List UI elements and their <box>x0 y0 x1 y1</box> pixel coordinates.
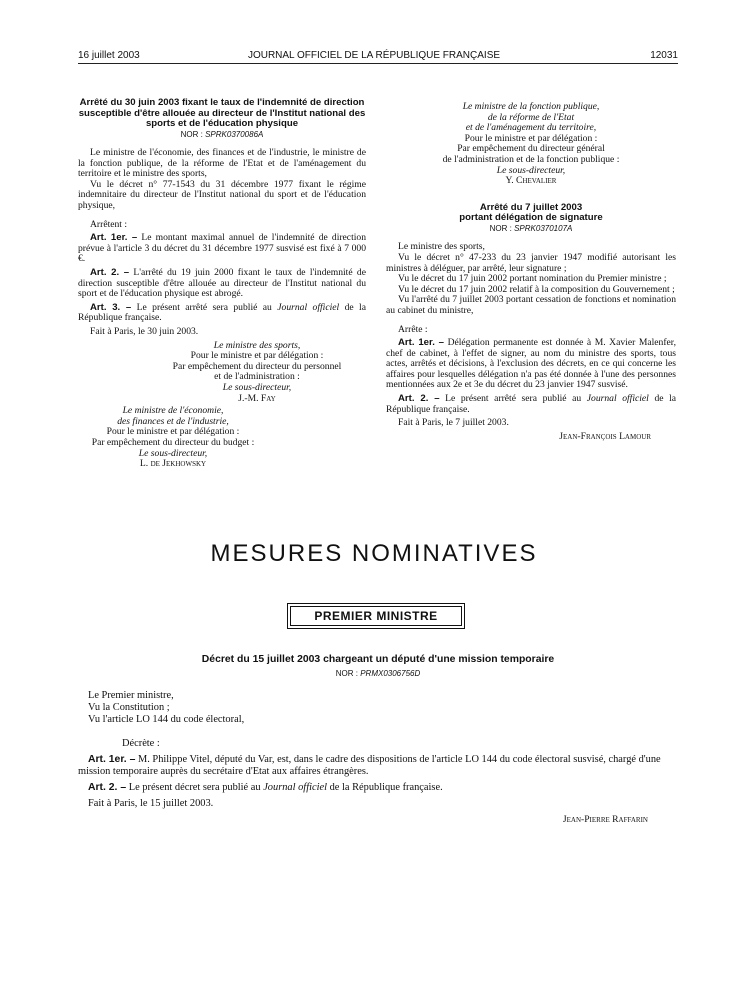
done-at: Fait à Paris, le 15 juillet 2003. <box>88 798 214 809</box>
nor-label: NOR : <box>489 223 512 233</box>
nor-label: NOR : <box>180 129 203 139</box>
signature-line: Par empêchement du directeur du budget : <box>91 436 255 448</box>
header-title: JOURNAL OFFICIEL DE LA RÉPUBLIQUE FRANÇAISE <box>247 50 501 61</box>
article-text: L'arrêté du 19 juin 2000 fixant le taux de l'indemnité de direction susceptible d'être allouée au directeur de l'Institut national du sport et de l'éducation physique est abrogé. <box>78 267 366 300</box>
nor-line <box>78 130 366 141</box>
article-text: Le présent décret sera publié au <box>128 782 261 793</box>
nor-line <box>78 669 678 678</box>
signature-name: L. de Jekhowsky <box>139 458 207 470</box>
paragraph: Le ministre de l'économie, des finances et de l'industrie, le ministre de la fonction publique, de la réforme de l'Etat et de l'aménagement du territoire et le ministre des sports, <box>78 147 366 180</box>
article-text: Le présent arrêté sera publié au <box>445 393 582 405</box>
article-label: Art. 2. – <box>90 267 130 279</box>
signature-name: Jean-Pierre Raffarin <box>562 814 648 825</box>
nor-label: NOR : <box>335 669 358 678</box>
header-rule <box>78 63 678 64</box>
nor-value: SPRK0370086A <box>205 129 264 139</box>
journal-officiel: Journal officiel <box>263 782 327 793</box>
decree-title: Décret du 15 juillet 2003 chargeant un député d'une mission temporaire <box>201 654 555 665</box>
article-2 <box>78 782 678 794</box>
nor-value: PRMX0306756D <box>360 669 421 678</box>
article-2 <box>386 394 676 415</box>
decree-title: portant délégation de signature <box>459 212 603 224</box>
article-label: Art. 2. – <box>398 393 440 405</box>
done-at: Fait à Paris, le 30 juin 2003. <box>90 326 199 337</box>
signature-line: et de l'administration : <box>214 371 300 383</box>
decree-title: Arrêté du 30 juin 2003 fixant le taux de l'indemnité de direction susceptible d'être allouée au directeur de l'Institut national des sports et de l'éducation physique <box>78 97 366 129</box>
arrete: Arrête : <box>398 323 428 335</box>
signature-role: Le sous-directeur, <box>496 164 566 176</box>
nor-line <box>386 224 676 235</box>
paragraph: Le ministre des sports, <box>398 241 485 253</box>
signature-line: de l'administration et de la fonction publique : <box>442 153 620 165</box>
article-text: Le montant maximal annuel de l'indemnité de direction prévue à l'article 3 du décret du 31 décembre 1977 susvisé est fixé à 7 000 €. <box>78 232 366 265</box>
signature-line: Pour le ministre et par délégation : <box>106 426 240 438</box>
decrete: Décrète : <box>122 738 160 749</box>
signature-minister: de la réforme de l'Etat <box>487 111 575 123</box>
header-page-number: 12031 <box>650 50 678 61</box>
article-label: Art. 1er. – <box>88 754 136 765</box>
nor-value: SPRK0370107A <box>514 223 573 233</box>
article-1 <box>78 754 678 778</box>
signature-minister: des finances et de l'industrie, <box>117 415 229 427</box>
article-text: Délégation permanente est donnée à M. Xavier Malenfer, chef de cabinet, à l'effet de signer, au nom du ministre des sports, tous actes, arrêtés et décisions, à l'exclusion des décrets, en ce qui concerne les affaires pour lesquelles délégation n'a pas été donnée à l'une des personnes mentionnées aux 2e et 3e du décret du 23 janvier 1947 susvisé. <box>386 337 676 391</box>
section-title: MESURES NOMINATIVES <box>210 540 538 567</box>
paragraph: Le Premier ministre, <box>88 690 174 701</box>
article-text: de la République française. <box>78 301 366 324</box>
signature-name: J.-M. Fay <box>238 392 276 404</box>
signature-block <box>386 102 676 187</box>
signature-name: Y. Chevalier <box>505 175 557 187</box>
ministry-box <box>287 603 465 629</box>
signature-block <box>148 341 366 405</box>
done-at: Fait à Paris, le 7 juillet 2003. <box>398 417 509 429</box>
paragraph: Vu le décret du 17 juin 2002 portant nomination du Premier ministre ; <box>398 273 667 285</box>
signature-name: Jean-François Lamour <box>559 430 651 442</box>
journal-officiel: Journal officiel <box>586 393 649 405</box>
ministry-label: PREMIER MINISTRE <box>314 609 438 623</box>
article-1 <box>386 338 676 391</box>
article-label: Art. 1er. – <box>90 232 138 244</box>
signature-role: Le sous-directeur, <box>222 381 292 393</box>
paragraph: Vu l'arrêté du 7 juillet 2003 portant cessation de fonctions et nomination au cabinet du ministre, <box>386 294 676 316</box>
article-text: Le présent arrêté sera publié au <box>136 301 272 313</box>
decree-title: Arrêté du 7 juillet 2003 <box>479 201 583 213</box>
signature-minister: et de l'aménagement du territoire, <box>465 122 597 134</box>
signature-line: Pour le ministre et par délégation : <box>464 132 598 144</box>
article-3 <box>78 303 366 324</box>
header-date: 16 juillet 2003 <box>78 50 140 61</box>
arretent: Arrêtent : <box>90 218 128 230</box>
article-label: Art. 1er. – <box>398 337 445 349</box>
article-label: Art. 2. – <box>88 782 127 793</box>
paragraph: Vu l'article LO 144 du code électoral, <box>88 714 245 725</box>
article-1 <box>78 233 366 265</box>
article-text: de la République française. <box>386 393 677 415</box>
article-label: Art. 3. – <box>90 301 132 313</box>
signature-minister: Le ministre de la fonction publique, <box>462 101 600 112</box>
signature-line: Par empêchement du directeur général <box>457 143 605 155</box>
left-column <box>78 98 366 470</box>
paragraph: Vu le décret n° 77-1543 du 31 décembre 1977 fixant le régime indemnitaire du directeur de l'Institut national du sport et de l'éducation physique, <box>78 178 366 212</box>
paragraph: Vu le décret du 17 juin 2002 relatif à la composition du Gouvernement ; <box>398 283 675 295</box>
paragraph: Vu la Constitution ; <box>88 702 170 713</box>
journal-officiel: Journal officiel <box>277 301 340 313</box>
signature-line: Pour le ministre et par délégation : <box>190 350 324 362</box>
article-text: de la République française. <box>329 782 443 793</box>
signature-block <box>78 406 268 470</box>
paragraph: Vu le décret n° 47-233 du 23 janvier 1947 modifié autorisant les ministres à déléguer, par arrêté, leur signature ; <box>386 251 676 274</box>
signature-minister: Le ministre de l'économie, <box>122 405 224 417</box>
bottom-body <box>78 690 678 826</box>
signature-role: Le sous-directeur, <box>138 447 208 459</box>
right-column <box>386 102 676 442</box>
signature-line: Par empêchement du directeur du personnel <box>172 360 342 372</box>
article-text: M. Philippe Vitel, député du Var, est, dans le cadre des dispositions de l'article LO 144 du code électoral susvisé, chargé d'une mission temporaire auprès du secrétaire d'Etat aux affaires étrangères. <box>78 754 661 777</box>
signature-minister: Le ministre des sports, <box>213 339 301 351</box>
article-2 <box>78 268 366 300</box>
